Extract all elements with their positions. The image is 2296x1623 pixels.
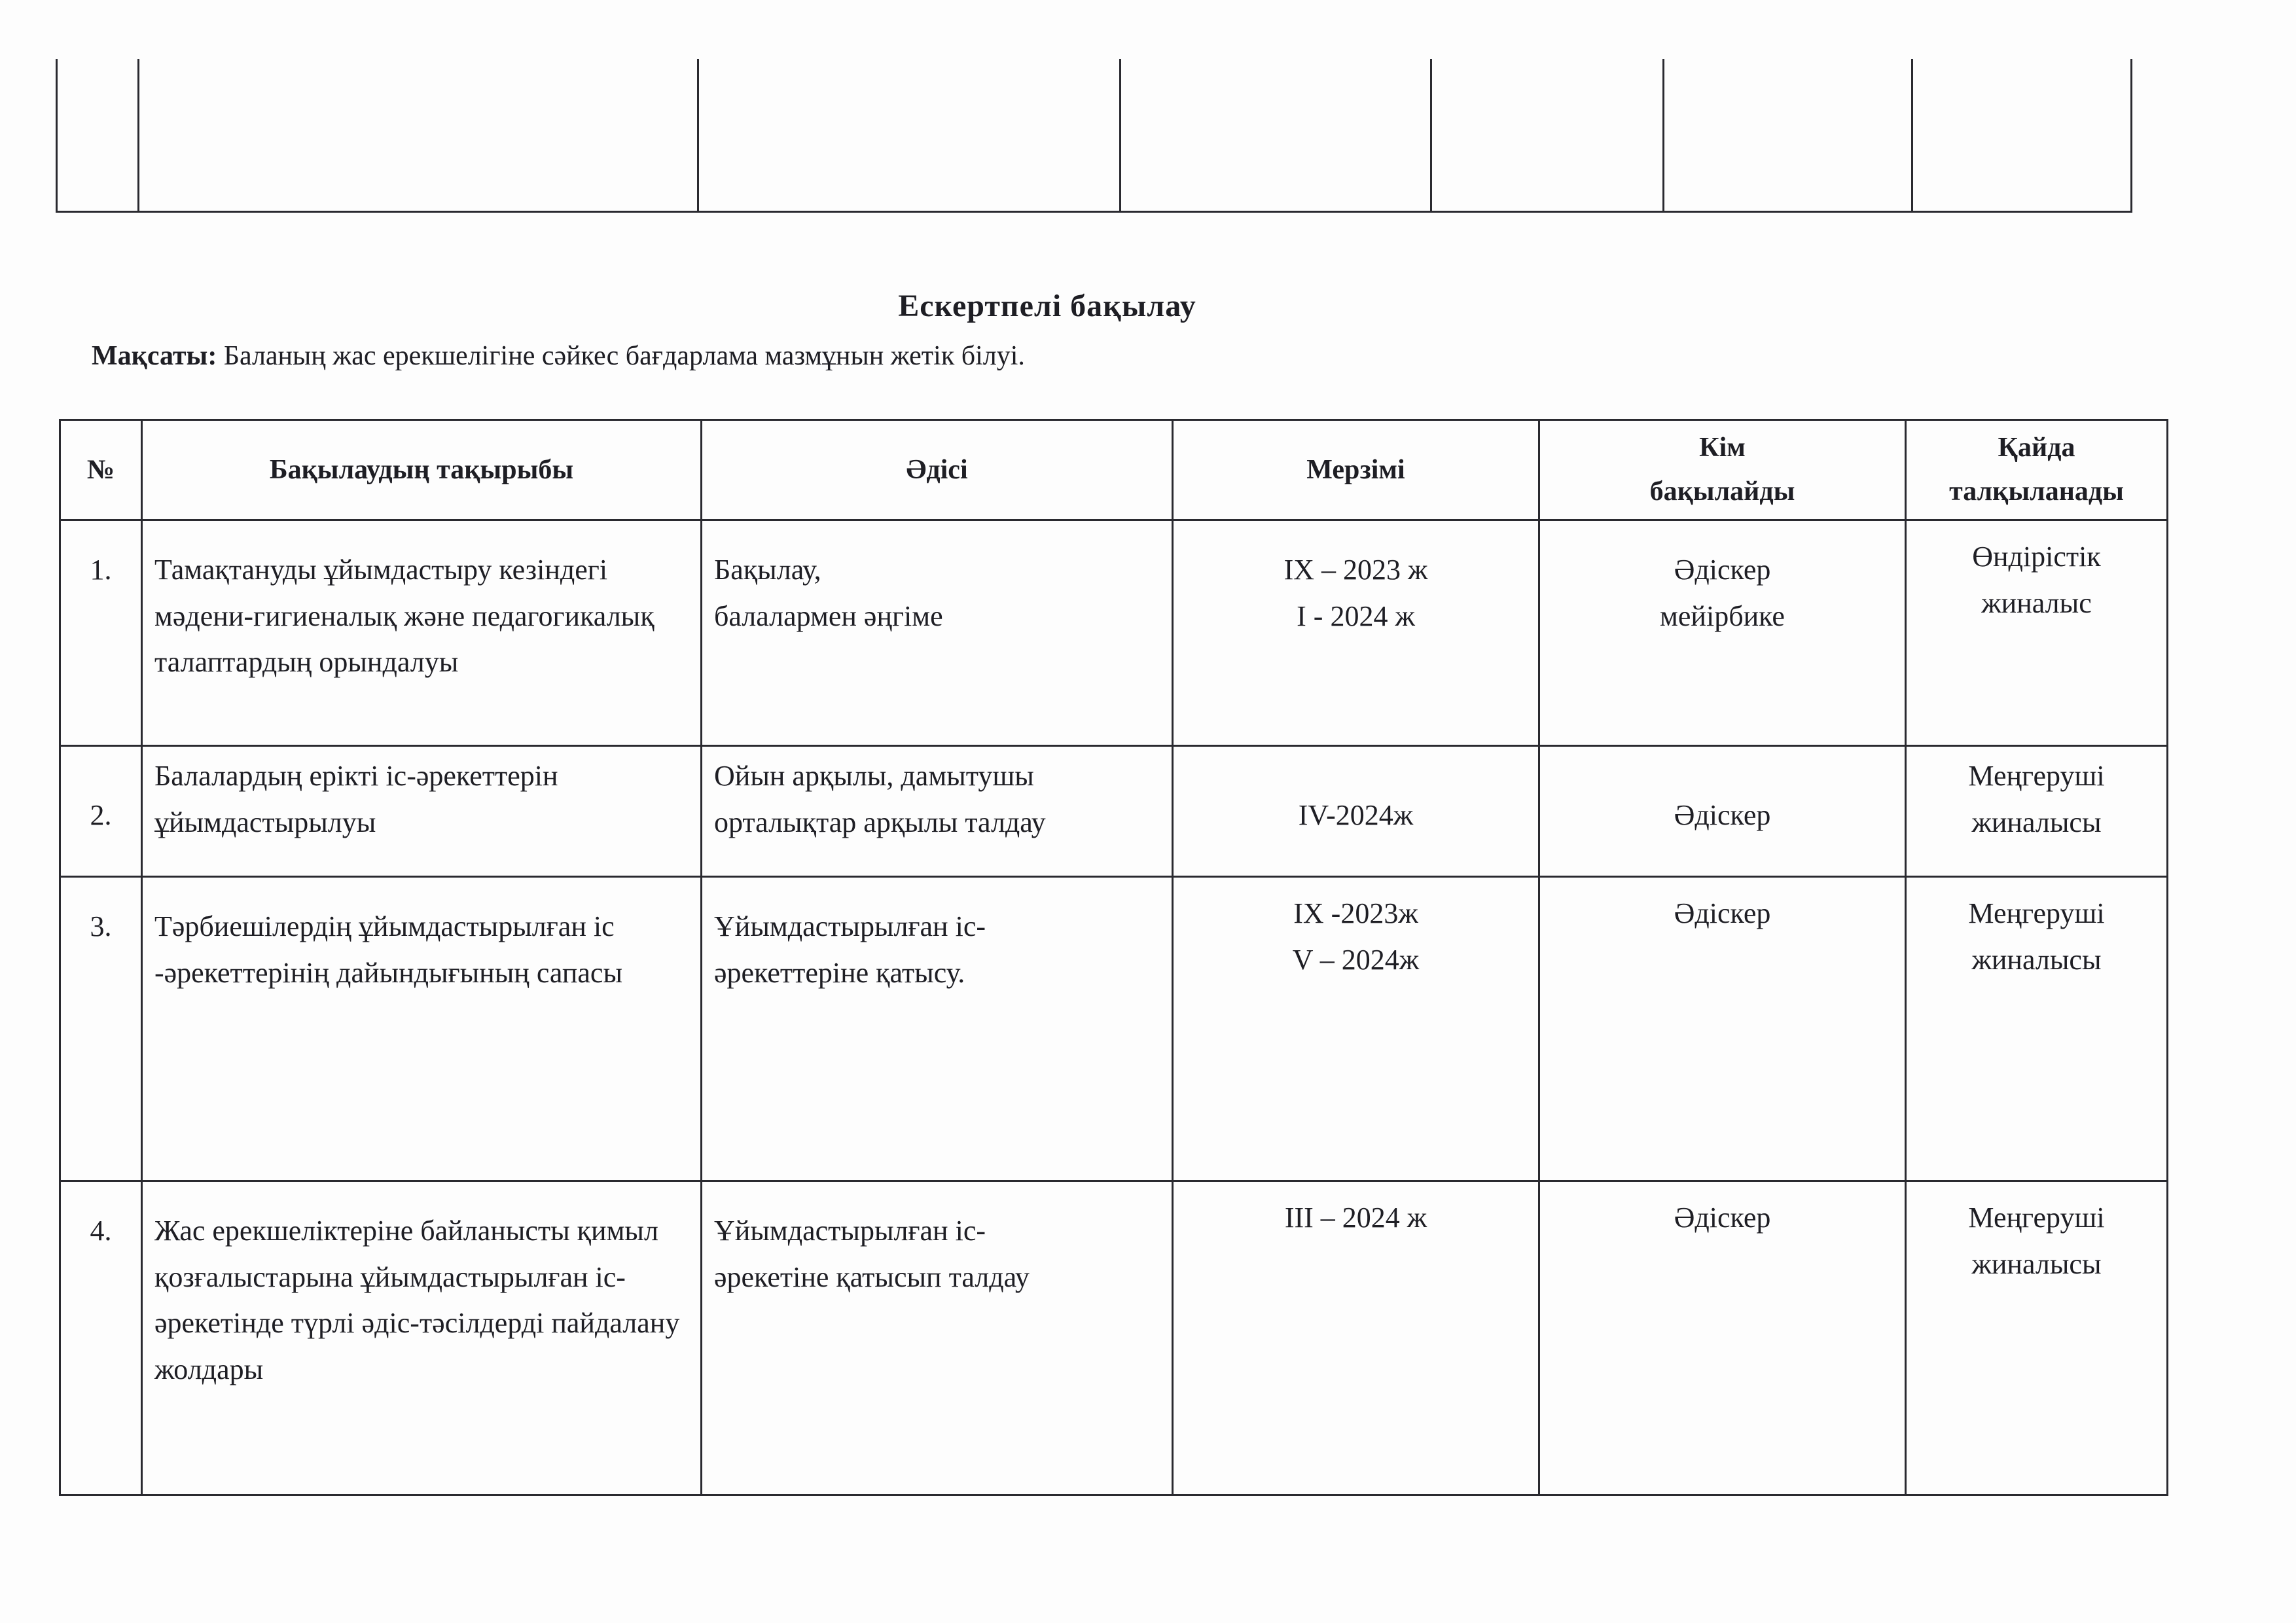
row-where: Өндірістік жиналыс — [1906, 520, 2168, 746]
row-num: 4. — [60, 1181, 142, 1495]
row-method: Бақылау, балалармен әңгіме — [702, 520, 1173, 746]
row-method: Ойын арқылы, дамытушы орталықтар арқылы талдау — [702, 746, 1173, 877]
row-who: Әдіскер мейірбике — [1539, 520, 1906, 746]
header-deadline: Мерзімі — [1173, 420, 1539, 520]
goal-text: Баланың жас ерекшелігіне сәйкес бағдарлама мазмұнын жетік білуі. — [217, 341, 1025, 371]
empty-table-row — [57, 59, 2132, 212]
row-where: Меңгеруші жиналысы — [1906, 877, 2168, 1181]
previous-table-fragment — [56, 59, 2132, 213]
table-row — [60, 877, 2168, 1181]
header-topic: Бақылаудың тақырыбы — [142, 420, 702, 520]
empty-cell — [1121, 59, 1431, 212]
empty-cell — [57, 59, 139, 212]
row-deadline: IV-2024ж — [1173, 746, 1539, 877]
row-topic: Балалардың ерікті іс-әрекеттерін ұйымдастырылуы — [142, 746, 702, 877]
header-num: № — [60, 420, 142, 520]
goal-line — [92, 340, 1025, 372]
row-num: 1. — [60, 520, 142, 746]
table-header-row — [60, 420, 2168, 520]
row-who: Әдіскер — [1539, 746, 1906, 877]
empty-cell — [698, 59, 1121, 212]
row-deadline: III – 2024 ж — [1173, 1181, 1539, 1495]
empty-cell — [1912, 59, 2132, 212]
row-where: Меңгеруші жиналысы — [1906, 1181, 2168, 1495]
goal-label: Мақсаты: — [92, 341, 217, 371]
row-num: 3. — [60, 877, 142, 1181]
row-topic: Тәрбиешілердің ұйымдастырылған іс -әрекеттерінің дайындығының сапасы — [142, 877, 702, 1181]
empty-cell — [139, 59, 698, 212]
table-row — [60, 746, 2168, 877]
row-method: Ұйымдастырылған іс- әрекеттеріне қатысу. — [702, 877, 1173, 1181]
control-plan-table — [59, 419, 2168, 1496]
header-who: Кім бақылайды — [1539, 420, 1906, 520]
row-deadline: IX – 2023 ж I - 2024 ж — [1173, 520, 1539, 746]
header-where: Қайда талқыланады — [1906, 420, 2168, 520]
header-method: Әдісі — [702, 420, 1173, 520]
empty-cell — [1664, 59, 1912, 212]
section-title: Ескертпелі бақылау — [898, 289, 1196, 323]
row-who: Әдіскер — [1539, 877, 1906, 1181]
row-who: Әдіскер — [1539, 1181, 1906, 1495]
table-row — [60, 1181, 2168, 1495]
row-num: 2. — [60, 746, 142, 877]
row-topic: Жас ерекшеліктеріне байланысты қимыл қозғалыстарына ұйымдастырылған іс-әрекетінде түрлі әдіс-тәсілдерді пайдалану жолдары — [142, 1181, 702, 1495]
row-method: Ұйымдастырылған іс- әрекетіне қатысып талдау — [702, 1181, 1173, 1495]
row-deadline: IX -2023ж V – 2024ж — [1173, 877, 1539, 1181]
empty-cell — [1431, 59, 1664, 212]
row-topic: Тамақтануды ұйымдастыру кезіндегі мәдени-гигиеналық және педагогикалық талаптардың орындалуы — [142, 520, 702, 746]
table-row — [60, 520, 2168, 746]
row-where: Меңгеруші жиналысы — [1906, 746, 2168, 877]
